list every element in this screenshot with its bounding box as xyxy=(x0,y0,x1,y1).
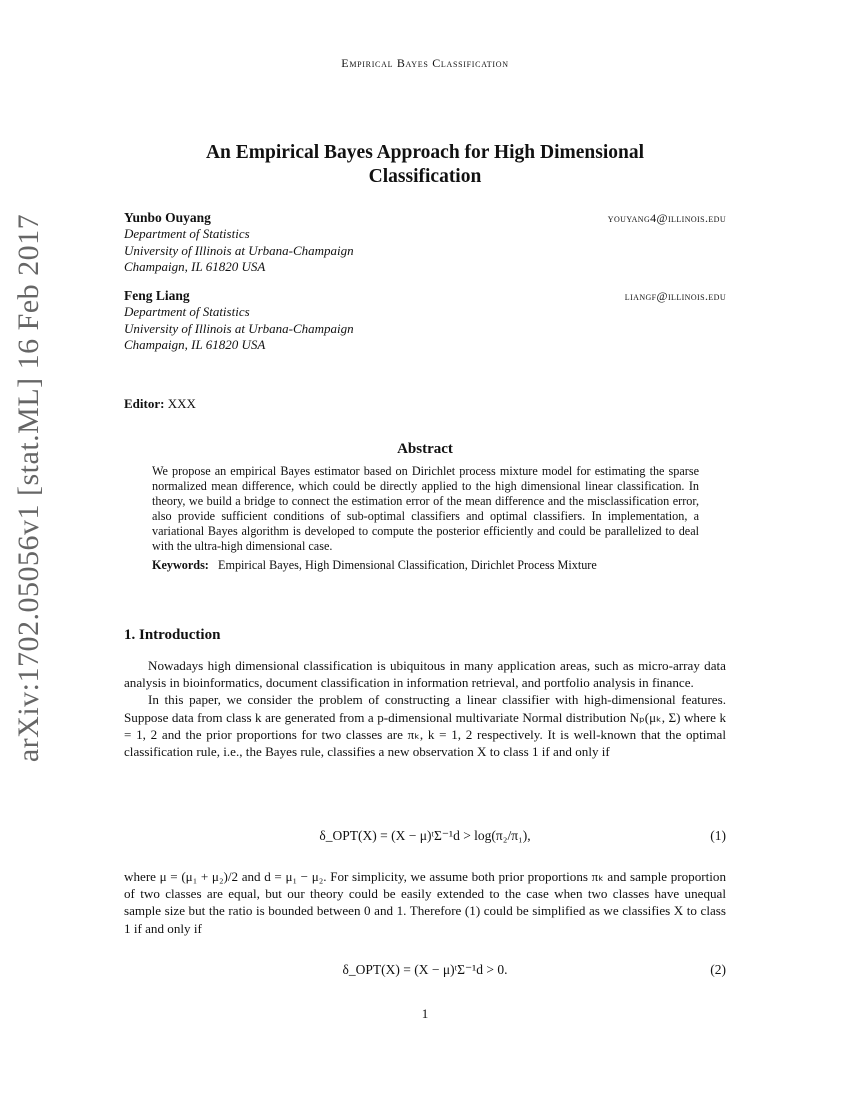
paragraph: In this paper, we consider the problem of constructing a linear classifier with high-dimensional features. Suppose data from class k are generated from a p-dimensional multivariate Normal distribution Nₚ(μₖ, Σ) where k = 1, 2 and the prior proportions for two classes are πₖ, k = 1, 2 respectively. It is well-known that the optimal classification rule, i.e., the Bayes rule, classifies a new observation X to class 1 if and only if xyxy=(124,692,726,760)
equation-expression: δ_OPT(X) = (X − μ)ᵗΣ⁻¹d > log(π₂/π₁), xyxy=(319,828,531,843)
author-name: Feng Liang xyxy=(124,288,190,303)
affiliation-line: Department of Statistics xyxy=(124,304,250,320)
affiliation-line: University of Illinois at Urbana-Champaign xyxy=(124,320,354,336)
equation-number: (2) xyxy=(710,962,726,977)
equation-expression: δ_OPT(X) = (X − μ)ᵗΣ⁻¹d > 0. xyxy=(342,962,508,977)
section-heading: 1. Introduction xyxy=(124,627,221,643)
keywords-value: Empirical Bayes, High Dimensional Classification, Dirichlet Process Mixture xyxy=(218,557,597,572)
author-email[interactable]: youyang4@illinois.edu xyxy=(607,211,726,225)
intro-paragraph-continued xyxy=(124,868,726,937)
paper-title: An Empirical Bayes Approach for High Dimensional Classification xyxy=(205,142,645,187)
equation-number: (1) xyxy=(710,828,726,843)
abstract-heading: Abstract xyxy=(397,441,453,457)
paragraph: where μ = (μ₁ + μ₂)/2 and d = μ₁ − μ₂. For simplicity, we assume both prior proportions πₖ and sample proportion of two classes are equal, but our theory could be easily extended to the case when two classes have unequal sample size but the ratio is bounded between 0 and 1. Therefore (1) could be simplified as we classifies X to class 1 if and only if xyxy=(124,869,726,936)
author-email[interactable]: liangf@illinois.edu xyxy=(624,289,726,303)
keywords-line xyxy=(152,558,699,573)
affiliation-line: Champaign, IL 61820 USA xyxy=(124,336,266,352)
running-head: Empirical Bayes Classification xyxy=(341,56,509,70)
page-number: 1 xyxy=(421,1006,429,1021)
editor-line xyxy=(124,396,196,412)
arxiv-identifier: arXiv:1702.05056v1 [stat.ML] 16 Feb 2017 xyxy=(12,213,45,763)
author-2 xyxy=(124,288,726,353)
intro-paragraphs xyxy=(124,657,726,760)
editor-label: Editor: xyxy=(124,396,165,411)
affiliation-line: Department of Statistics xyxy=(124,226,250,242)
paragraph: Nowadays high dimensional classification is ubiquitous in many application areas, such as micro-array data analysis in bioinformatics, document classification in information retrieval, and portfolio analysis in finance. xyxy=(124,658,726,691)
abstract-body xyxy=(152,464,699,573)
affiliation-line: Champaign, IL 61820 USA xyxy=(124,258,266,274)
abstract-text: We propose an empirical Bayes estimator based on Dirichlet process mixture model for estimating the sparse normalized mean difference, which could be directly applied to the high dimensional linear classification. In theory, we build a bridge to connect the estimation error of the mean difference and the misclassification error, also provide sufficient conditions of sub-optimal classifiers and optimal classifiers. In implementation, a variational Bayes algorithm is developed to compute the posterior efficiently and could be parallelized to deal with the ultra-high dimensional case. xyxy=(152,464,699,554)
arxiv-sidebar xyxy=(4,213,54,763)
author-name: Yunbo Ouyang xyxy=(124,210,211,225)
keywords-label: Keywords: xyxy=(152,557,209,572)
affiliation-line: University of Illinois at Urbana-Champaign xyxy=(124,242,354,258)
editor-value: XXX xyxy=(167,396,196,411)
author-1 xyxy=(124,210,726,275)
